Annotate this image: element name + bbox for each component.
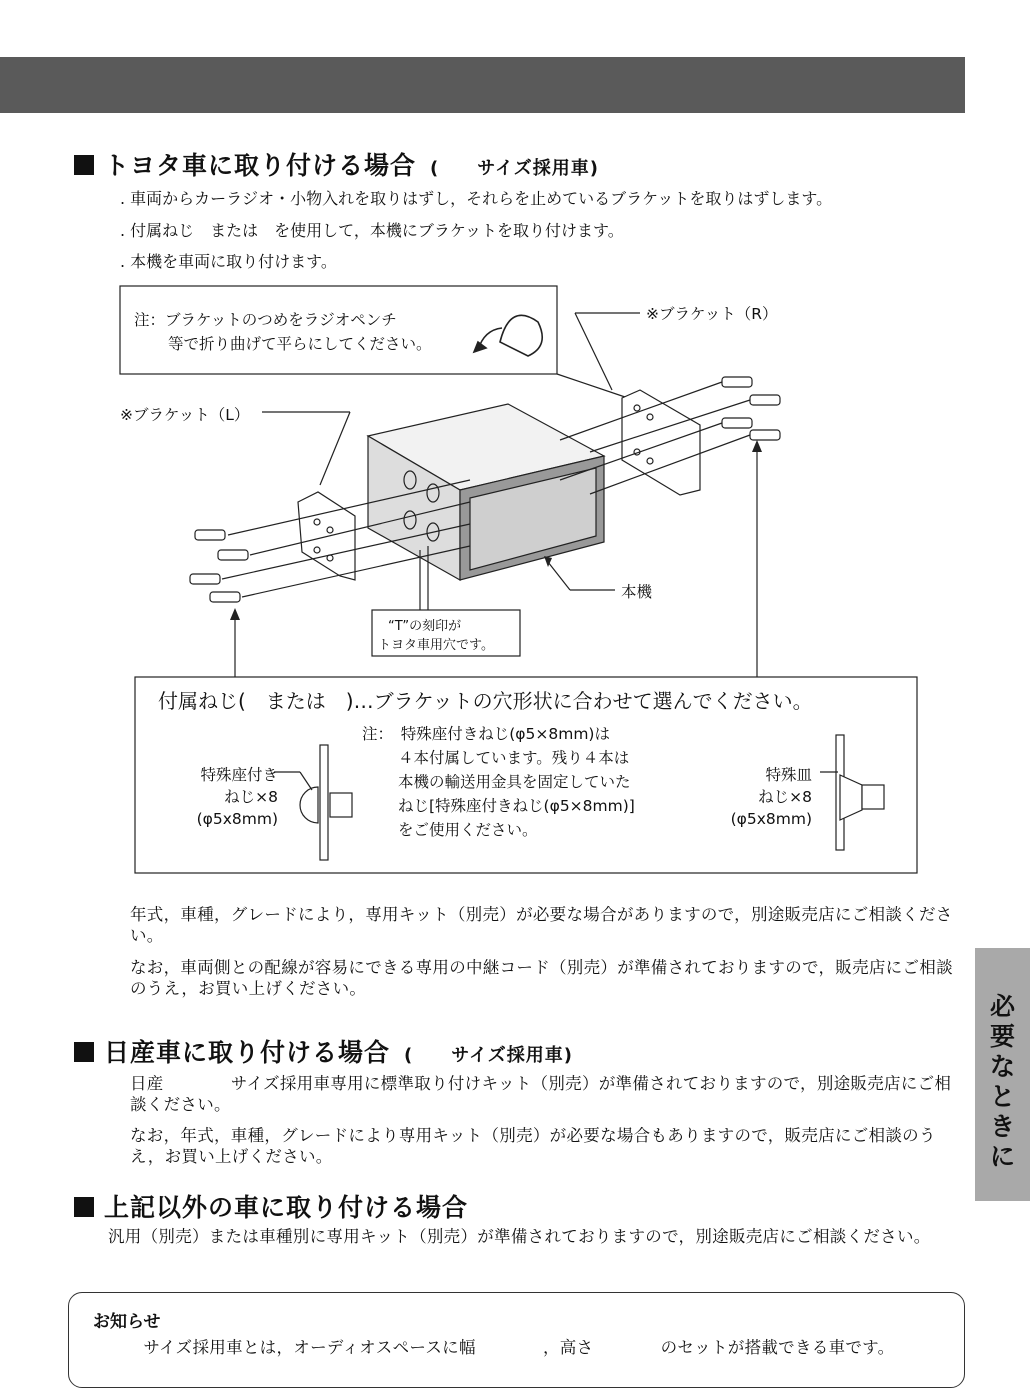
screw-note-line: ねじ[特殊座付きねじ(φ5×8mm)] <box>398 797 635 815</box>
screw-box-title: 付属ねじ( または )…ブラケットの穴形状に合わせて選んでください。 <box>158 689 813 713</box>
section-title: 日産車に取り付ける場合 <box>104 1038 391 1067</box>
screw-a-label <box>184 764 278 830</box>
other-paragraph: 汎用（別売）または車種別に専用キット（別売）が準備されておりますので，別途販売店にご相談ください。 <box>108 1227 931 1246</box>
screw-note-line: 注： 特殊座付きねじ(φ5×8mm)は <box>362 725 610 743</box>
unit-label: 本機 <box>621 583 653 601</box>
step-3: . 本機を車両に取り付けます。 <box>120 252 337 271</box>
side-tab[interactable] <box>975 948 1030 1201</box>
screw-note-line: をご使用ください。 <box>398 821 538 839</box>
square-bullet-icon <box>74 1197 94 1217</box>
section-subtitle: ( サイズ採用車) <box>430 158 600 179</box>
notice-box <box>68 1292 965 1388</box>
section-heading-toyota <box>74 146 599 182</box>
section-heading-other <box>74 1188 468 1224</box>
screw-a-line: ねじ×8 <box>224 788 278 806</box>
nissan-paragraph-2: なお，年式，車種，グレードにより専用キット（別売）が必要な場合もありますので，販売店にご相談のうえ，お買い上げください。 <box>130 1126 936 1166</box>
screw-note-line: ４本付属しています。残り４本は <box>398 749 630 767</box>
note-line-2: 等で折り曲げて平らにしてください。 <box>168 335 432 353</box>
toyota-paragraph-1: 年式，車種，グレードにより，専用キット（別売）が必要な場合がありますので，別途販売店にご相談ください。 <box>130 905 953 945</box>
side-tab-label: 必 要 な と き に <box>989 992 1015 1171</box>
step-2: . 付属ねじ または を使用して，本機にブラケットを取り付けます。 <box>120 221 624 240</box>
t-mark-line-1: “T”の刻印が <box>388 619 462 634</box>
bracket-r-label: ※ブラケット（R） <box>646 305 778 323</box>
t-mark-line-2: トヨタ車用穴です。 <box>378 638 494 653</box>
section-heading-nissan <box>74 1033 573 1069</box>
screw-a-line: (φ5x8mm) <box>196 810 278 828</box>
screw-note <box>362 722 635 842</box>
square-bullet-icon <box>74 155 94 175</box>
square-bullet-icon <box>74 1042 94 1062</box>
section-subtitle: ( サイズ採用車) <box>404 1045 574 1066</box>
screw-b-line: (φ5x8mm) <box>730 810 812 828</box>
bracket-l-label: ※ブラケット（L） <box>120 406 250 424</box>
note-line-1: 注：ブラケットのつめをラジオペンチ <box>134 311 397 329</box>
notice-body: サイズ採用車とは，オーディオスペースに幅 ，高さ のセットが搭載できる車です。 <box>93 1338 895 1357</box>
section-title: トヨタ車に取り付ける場合 <box>104 151 417 180</box>
screw-b-label <box>718 764 812 830</box>
nissan-paragraph-1: 日産 サイズ採用車専用に標準取り付けキット（別売）が準備されておりますので，別途販売店にご相談ください。 <box>130 1074 952 1114</box>
screw-b-line: ねじ×8 <box>758 788 812 806</box>
screw-b-line: 特殊皿 <box>765 766 812 784</box>
toyota-paragraph-2: なお，車両側との配線が容易にできる専用の中継コード（別売）が準備されておりますので，販売店にご相談のうえ，お買い上げください。 <box>130 958 953 998</box>
section-title: 上記以外の車に取り付ける場合 <box>104 1193 469 1222</box>
screw-a-line: 特殊座付き <box>200 766 278 784</box>
header-bar <box>0 57 965 113</box>
step-1: . 車両からカーラジオ・小物入れを取りはずし，それらを止めているブラケットを取りはずします。 <box>120 189 833 208</box>
screw-note-line: 本機の輸送用金具を固定していた <box>398 773 631 791</box>
notice-title: お知らせ <box>93 1312 161 1332</box>
